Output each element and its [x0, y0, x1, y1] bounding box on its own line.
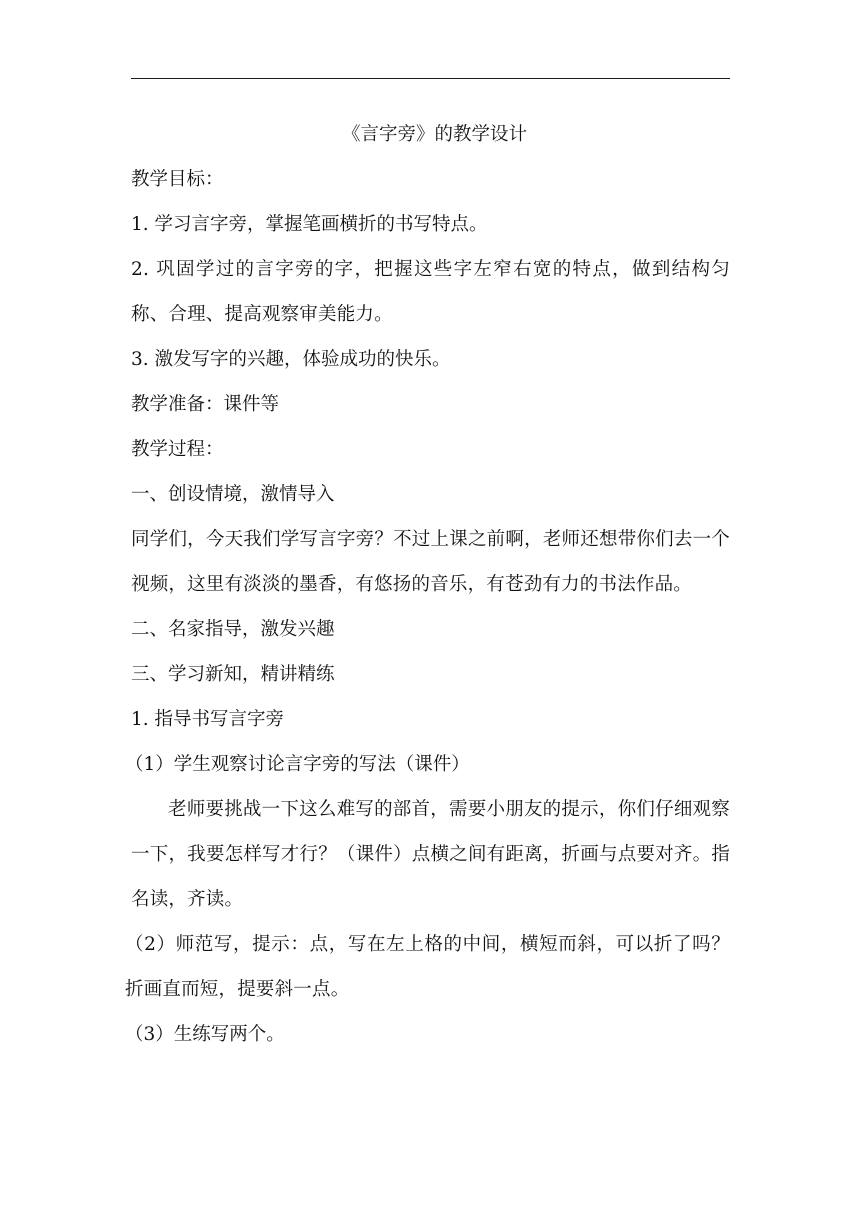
step-heading: 1. 指导书写言字旁 — [131, 709, 285, 730]
preparation-text: 教学准备：课件等 — [131, 394, 280, 415]
sub-paragraph: 老师要挑战一下这么难写的部首，需要小朋友的提示，你们仔细观察一下，我要怎样写才行？（课件）点横之间有距离，折画与点要对齐。指名读，齐读。 — [131, 799, 730, 910]
objective-item: 3. 激发写字的兴趣，体验成功的快乐。 — [131, 349, 451, 370]
sub-paragraph: （3）生练写两个。 — [125, 1024, 285, 1045]
sub-paragraph: （2）师范写，提示：点，写在左上格的中间，横短而斜，可以折了吗？折画直而短，提要斜一点。 — [125, 934, 730, 1000]
objective-item: 1. 学习言字旁，掌握笔画横折的书写特点。 — [131, 214, 488, 235]
objectives-heading: 教学目标： — [131, 169, 224, 190]
sub-heading: （1）学生观察讨论言字旁的写法（课件） — [125, 754, 470, 775]
header-rule — [131, 78, 730, 79]
section-heading: 三、学习新知，精讲精练 — [131, 664, 335, 685]
document-body — [125, 112, 730, 1057]
section-heading: 一、创设情境，激情导入 — [131, 484, 335, 505]
process-heading: 教学过程： — [131, 439, 224, 460]
objective-item: 2. 巩固学过的言字旁的字，把握这些字左窄右宽的特点，做到结构匀称、合理、提高观察审美能力。 — [131, 259, 730, 325]
section-paragraph: 同学们，今天我们学写言字旁？不过上课之前啊，老师还想带你们去一个视频，这里有淡淡的墨香，有悠扬的音乐，有苍劲有力的书法作品。 — [131, 529, 730, 595]
document-title: 《言字旁》的教学设计 — [341, 124, 527, 145]
section-heading: 二、名家指导，激发兴趣 — [131, 619, 335, 640]
